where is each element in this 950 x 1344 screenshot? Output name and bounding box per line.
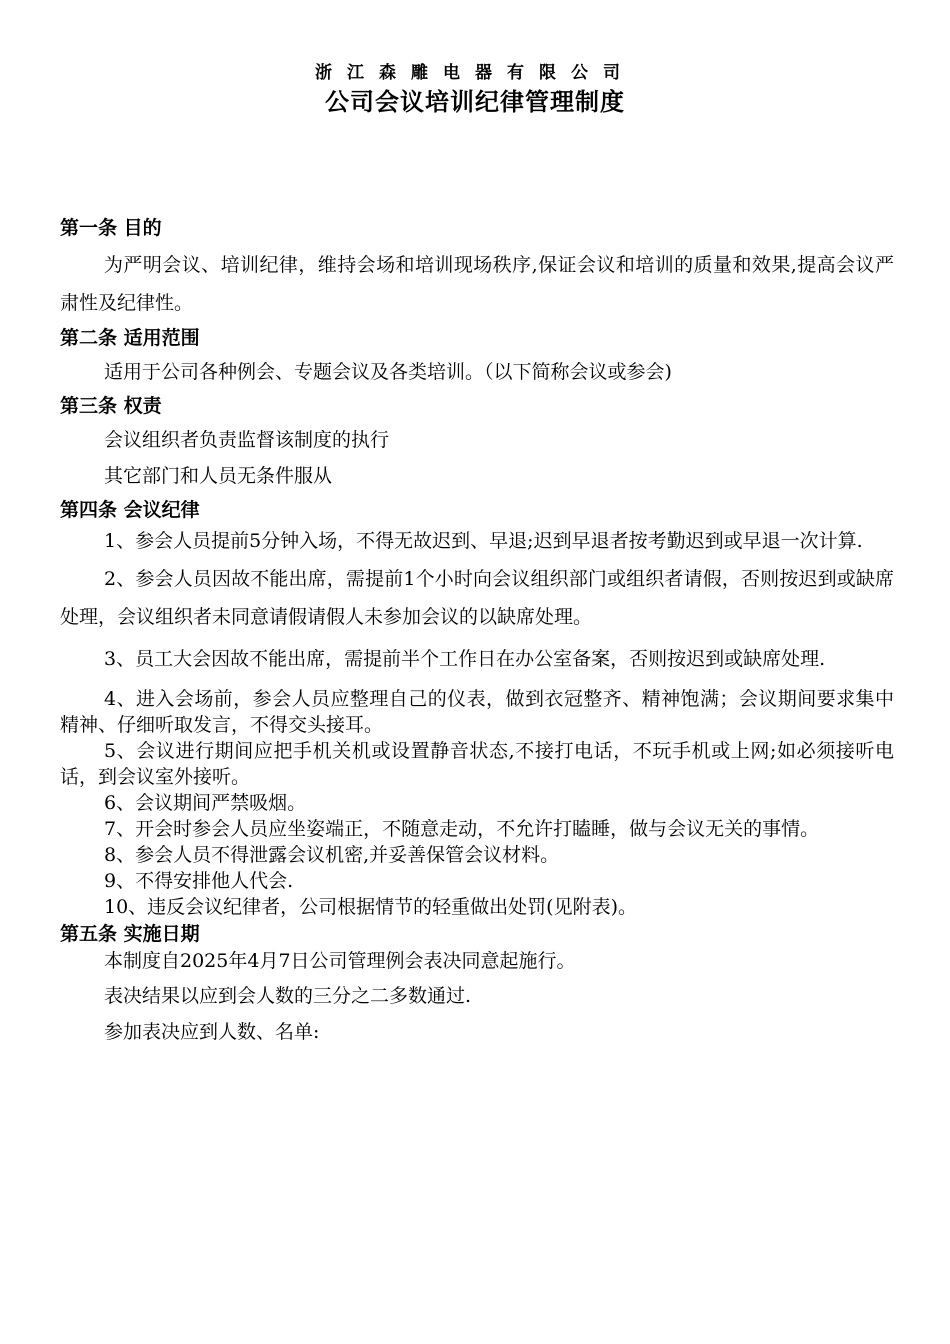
paragraph: 表决结果以应到会人数的三分之二多数通过. — [104, 985, 472, 1007]
rule-item: 5、会议进行期间应把手机关机或设置静音状态,不接打电话，不玩手机或上网;如必须接听电话，到会议室外接听。 — [60, 740, 894, 788]
section-heading-meeting-discipline: 第四条 会议纪律 — [60, 499, 200, 521]
rule-item: 8、参会人员不得泄露会议机密,并妥善保管会议材料。 — [104, 844, 560, 866]
paragraph: 为严明会议、培训纪律，维持会场和培训现场秩序,保证会议和培训的质量和效果,提高会议严肃性及纪律性。 — [60, 254, 894, 314]
paragraph: 参加表决应到人数、名单: — [104, 1021, 320, 1043]
section-heading-purpose: 第一条 目的 — [60, 217, 162, 239]
section-heading-responsibility: 第三条 权责 — [60, 395, 162, 417]
company-name: 浙江森雕电器有限公司 — [315, 63, 635, 83]
rule-item: 6、会议期间严禁吸烟。 — [104, 792, 307, 814]
paragraph: 适用于公司各种例会、专题会议及各类培训。（以下简称会议或参会) — [104, 361, 672, 383]
section-heading-scope: 第二条 适用范围 — [60, 327, 200, 349]
rule-item: 10、违反会议纪律者，公司根据情节的轻重做出处罚(见附表)。 — [104, 896, 638, 918]
rule-item: 7、开会时参会人员应坐姿端正，不随意走动，不允许打瞌睡，做与会议无关的事情。 — [104, 818, 820, 840]
rule-item: 9、不得安排他人代会. — [104, 870, 294, 892]
rule-item: 4、进入会场前，参会人员应整理自己的仪表，做到衣冠整齐、精神饱满；会议期间要求集中精神、仔细听取发言，不得交头接耳。 — [60, 688, 894, 736]
document-body — [60, 214, 894, 1050]
section-heading-effective-date: 第五条 实施日期 — [60, 923, 200, 945]
document-title: 公司会议培训纪律管理制度 — [325, 88, 625, 116]
rule-item: 2、参会人员因故不能出席，需提前1个小时向会议组织部门或组织者请假，否则按迟到或缺席处理，会议组织者未同意请假请假人未参加会议的以缺席处理。 — [60, 568, 894, 628]
rule-item: 3、员工大会因故不能出席，需提前半个工作日在办公室备案，否则按迟到或缺席处理. — [104, 648, 826, 670]
paragraph: 本制度自2025年4月7日公司管理例会表决同意起施行。 — [104, 950, 576, 972]
paragraph: 会议组织者负责监督该制度的执行 — [104, 429, 390, 451]
paragraph: 其它部门和人员无条件服从 — [104, 465, 333, 487]
rule-item: 1、参会人员提前5分钟入场，不得无故迟到、早退;迟到早退者按考勤迟到或早退一次计算. — [104, 530, 863, 552]
